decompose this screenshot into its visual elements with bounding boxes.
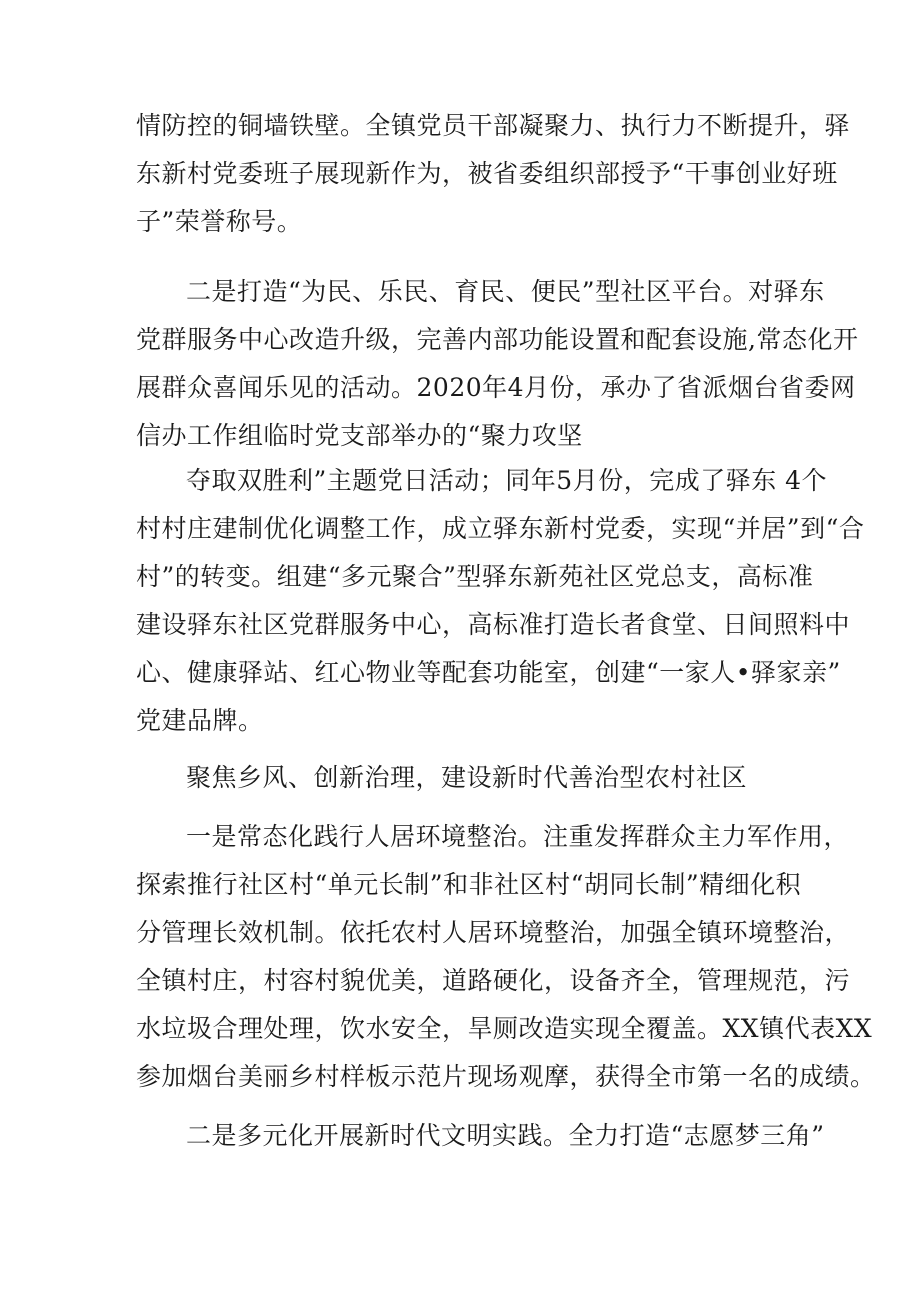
- section-heading: 聚焦乡风、创新治理，建设新时代善治型农村社区: [186, 763, 748, 792]
- text-line: 探索推行社区村“单元长制”和非社区村“胡同长制”精细化积: [136, 870, 802, 899]
- text-line: 参加烟台美丽乡村样板示范片现场观摩，获得全市第一名的成绩。: [136, 1062, 876, 1091]
- text-line: 心、健康驿站、红心物业等配套功能室，创建“一家人•驿家亲”: [136, 658, 841, 687]
- text-line: 信办工作组临时党支部举办的“聚力攻坚: [136, 421, 583, 450]
- text-line: 全镇村庄，村容村貌优美，道路硬化，设备齐全，管理规范，污: [136, 966, 851, 995]
- text-line: 子”荣誉称号。: [136, 207, 303, 236]
- text-line: 水垃圾合理处理，饮水安全，旱厕改造实现全覆盖。XX镇代表XX: [136, 1014, 873, 1043]
- text-line: 一是常态化践行人居环境整治。注重发挥群众主力军作用，: [186, 822, 850, 851]
- text-line: 村村庄建制优化调整工作，成立驿东新村党委，实现“并居”到“合: [136, 514, 865, 543]
- text-line: 分管理长效机制。依托农村人居环境整治，加强全镇环境整治，: [136, 918, 851, 947]
- text-line: 党建品牌。: [136, 706, 264, 735]
- text-line: 党群服务中心改造升级，完善内部功能设置和配套设施,常态化开: [136, 325, 859, 354]
- text-line: 二是打造“为民、乐民、育民、便民”型社区平台。对驿东: [186, 277, 825, 306]
- text-line: 二是多元化开展新时代文明实践。全力打造“志愿梦三角”: [186, 1121, 825, 1150]
- text-line: 情防控的铜墙铁壁。全镇党员干部凝聚力、执行力不断提升，驿: [136, 111, 851, 140]
- text-line: 建设驿东社区党群服务中心，高标准打造长者食堂、日间照料中: [136, 610, 851, 639]
- text-line: 展群众喜闻乐见的活动。2020年4月份，承办了省派烟台省委网: [136, 373, 856, 402]
- text-line: 东新村党委班子展现新作为，被省委组织部授予“干事创业好班: [136, 159, 838, 188]
- text-line: 夺取双胜利”主题党日活动；同年5月份，完成了驿东 4个: [186, 466, 828, 495]
- text-line: 村”的转变。组建“多元聚合”型驿东新苑社区党总支，高标准: [136, 562, 814, 591]
